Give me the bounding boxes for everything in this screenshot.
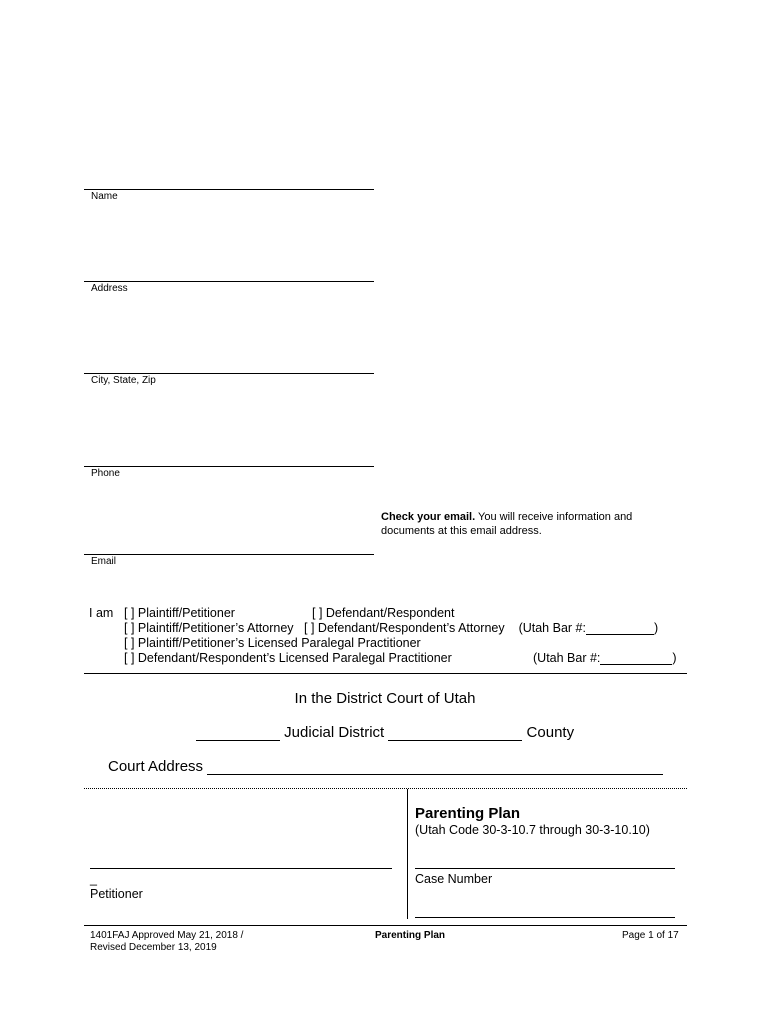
label-defendant-paralegal: Defendant/Respondent’s Licensed Paralegal Practitioner (137, 651, 452, 665)
address-label: Address (91, 283, 128, 294)
utah-bar-row-2 (533, 651, 677, 665)
address-line[interactable] (84, 281, 374, 282)
footer-approved: 1401FAJ Approved May 21, 2018 / (90, 930, 244, 941)
judicial-district-input[interactable] (196, 726, 280, 741)
county-label: County (526, 724, 575, 741)
court-title: In the District Court of Utah (294, 690, 476, 707)
footer-form-id (90, 930, 243, 954)
utah-bar-input-1[interactable] (586, 622, 654, 635)
label-plaintiff: Plaintiff/Petitioner (137, 606, 235, 620)
city-state-zip-label: City, State, Zip (91, 375, 156, 386)
case-number-line[interactable] (415, 868, 675, 869)
label-defendant: Defendant/Respondent (325, 606, 455, 620)
utah-bar-label-2: (Utah Bar #: (533, 651, 601, 665)
footer-title: Parenting Plan (375, 930, 446, 941)
petitioner-line[interactable] (90, 868, 392, 869)
label-plaintiff-attorney: Plaintiff/Petitioner’s Attorney (137, 621, 294, 635)
city-state-zip-line[interactable] (84, 373, 374, 374)
role-row-1 (124, 606, 235, 620)
utah-bar-label-1: (Utah Bar #: (518, 621, 586, 635)
court-address-row (108, 758, 663, 775)
phone-line[interactable] (84, 466, 374, 467)
email-notice (381, 510, 632, 538)
role-row-4 (124, 651, 452, 665)
role-row-3 (124, 636, 421, 650)
role-row-1b (312, 606, 454, 620)
email-label: Email (91, 556, 117, 567)
email-notice-line2: documents at this email address. (381, 525, 542, 537)
utah-bar-close-1: ) (653, 621, 659, 635)
court-address-input[interactable] (207, 760, 663, 775)
checkbox-defendant-attorney[interactable]: [ ] (304, 621, 315, 635)
checkbox-plaintiff[interactable]: [ ] (124, 606, 135, 620)
doc-title: Parenting Plan (415, 805, 521, 822)
district-line (196, 724, 574, 741)
utah-bar-close-2: ) (672, 651, 677, 665)
county-input[interactable] (388, 726, 522, 741)
email-notice-bold: Check your email. (381, 511, 476, 523)
checkbox-plaintiff-attorney[interactable]: [ ] (124, 621, 135, 635)
caption-top-rule (84, 788, 687, 789)
caption-divider (407, 789, 408, 919)
petitioner-dash: _ (90, 872, 97, 886)
case-number-label: Case Number (415, 872, 493, 886)
phone-label: Phone (91, 468, 120, 479)
doc-subtitle: (Utah Code 30-3-10.7 through 30-3-10.10) (415, 823, 650, 837)
role-row-2 (124, 621, 658, 635)
checkbox-defendant[interactable]: [ ] (312, 606, 323, 620)
footer-page: Page 1 of 17 (622, 930, 679, 941)
judge-line[interactable] (415, 917, 675, 918)
footer-rule (84, 925, 687, 926)
email-line[interactable] (84, 554, 374, 555)
name-line[interactable] (84, 189, 374, 190)
i-am-label: I am (89, 606, 114, 620)
petitioner-label: Petitioner (90, 887, 143, 901)
utah-bar-input-2[interactable] (600, 652, 672, 665)
label-defendant-attorney: Defendant/Respondent’s Attorney (317, 621, 505, 635)
footer-revised: Revised December 13, 2019 (90, 942, 217, 953)
checkbox-defendant-paralegal[interactable]: [ ] (124, 651, 135, 665)
court-address-label: Court Address (108, 758, 204, 775)
role-divider (84, 673, 687, 674)
judicial-district-label: Judicial District (284, 724, 385, 741)
name-label: Name (91, 191, 118, 202)
email-notice-rest: You will receive information and (475, 511, 633, 523)
label-plaintiff-paralegal: Plaintiff/Petitioner’s Licensed Paralegal Practitioner (137, 636, 421, 650)
checkbox-plaintiff-paralegal[interactable]: [ ] (124, 636, 135, 650)
